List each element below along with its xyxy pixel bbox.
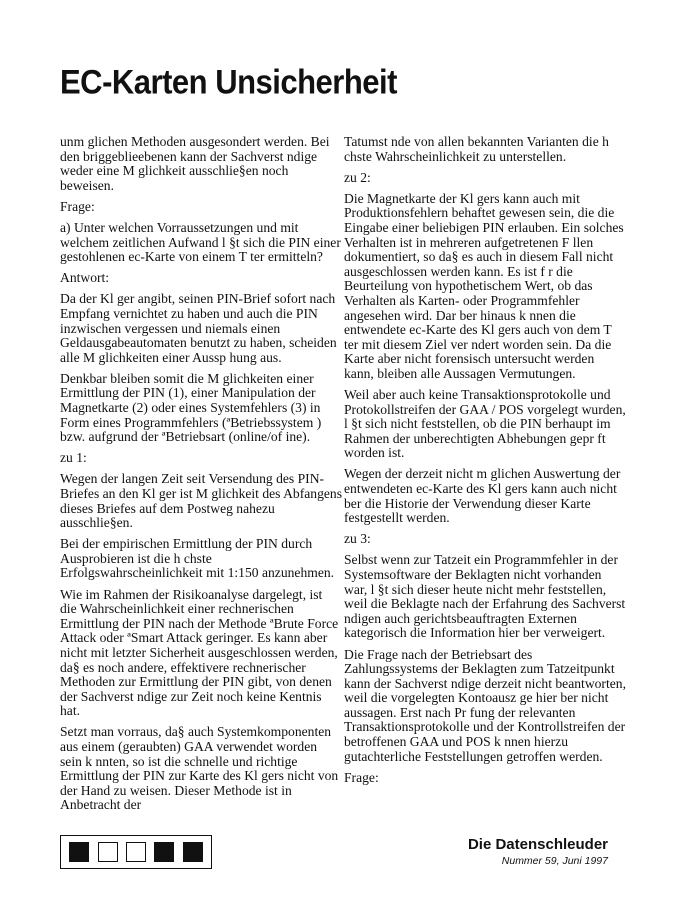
footer-box bbox=[126, 842, 146, 862]
paragraph: Weil aber auch keine Transaktionsprotokolle und Protokollstreifen der GAA / POS vorgelegt wurden, l §t sich nicht feststellen, ob die PIN berhaupt im Rahmen der unberechtigten Abhebungen gepr ft worden ist. bbox=[344, 387, 626, 461]
paragraph: Die Magnetkarte der Kl gers kann auch mit Produktionsfehlern behaftet gewesen sein, die die Eingabe einer beliebigen PIN erlauben. Ein solches Verhalten ist in mehreren aufgetretenen F llen dokumentiert, so da§ es auch in diesem Fall nicht ausgeschlossen werden kann. Es ist f r die Beurteilung von hypothetischem Wert, ob das Verhalten als Karten- oder Programmfehler angesehen wird. Dar ber hinaus k nnen die entwendete ec-Karte des Kl gers auch von dem T ter mit diesem Ziel ver ndert worden sein. Da die Karte aber nicht forensisch untersucht werden kann, bleiben alle Aussagen Vermutungen. bbox=[344, 190, 624, 381]
paragraph: Wegen der derzeit nicht m glichen Auswertung der entwendeten ec-Karte des Kl gers kann auch nicht ber die Historie der Verwendung dieser Karte festgestellt werden. bbox=[344, 466, 621, 526]
paragraph: Frage: bbox=[344, 769, 379, 785]
paragraph: Die Frage nach der Betriebsart des Zahlungssystems der Beklagten zum Tatzeitpunkt kann der Sachverst ndige derzeit nicht beantworten, weil die vorgelegten Kontoausz ge hier ber nicht aussagen. Erst nach Pr fung der relevanten Transaktionsprotokolle und der Kontrollstreifen der betroffenen GAA und POS k nnen hierzu gutachterliche Feststellungen getroffen werden. bbox=[344, 646, 626, 764]
page-title: EC-Karten Unsicherheit bbox=[60, 62, 397, 102]
magazine-footer bbox=[468, 836, 608, 868]
paragraph: Selbst wenn zur Tatzeit ein Programmfehler in der Systemsoftware der Beklagten nicht vorhanden war, l §t sich dieser heute nicht mehr feststellen, weil die Beklagte nach der Erfahrung des Sachverst ndigen auch gerichtsbeauftragten Externen kategorisch die Information hier ber verweigert. bbox=[344, 552, 626, 641]
paragraph: unm glichen Methoden ausgesondert werden. Bei den briggeblieebenen kann der Sachverst ndige weder eine M glichkeit ausschlie§en noch beweisen. bbox=[60, 134, 330, 193]
paragraph: Setzt man vorraus, da§ auch Systemkomponenten aus einem (geraubten) GAA verwendet worden sein k nnten, so ist die schnelle und richtige Ermittlung der PIN zur Karte des Kl gers nicht von der Hand zu weisen. Dieser Methode ist in Anbetracht der bbox=[60, 724, 339, 813]
footer-box-strip bbox=[60, 835, 212, 869]
footer-box bbox=[69, 842, 89, 862]
right-column bbox=[344, 135, 626, 792]
paragraph: Antwort: bbox=[60, 270, 110, 286]
paragraph: Denkbar bleiben somit die M glichkeiten einer Ermittlung der PIN (1), einer Manipulation der Magnetkarte (2) oder eines Systemfehlers (3) in Form eines Programmfehlers (ªBetriebssystem ) bzw. aufgrund der ªBetriebsart (online/of ine). bbox=[60, 370, 322, 445]
paragraph: zu 2: bbox=[344, 169, 371, 185]
left-column bbox=[60, 135, 342, 819]
footer-box bbox=[183, 842, 203, 862]
paragraph: zu 1: bbox=[60, 450, 87, 466]
paragraph: Wie im Rahmen der Risikoanalyse dargelegt, ist die Wahrscheinlichkeit einer rechnerischen Ermittlung der PIN nach der Methode ªBrute Force Attack oder ªSmart Attack geringer. Es kann aber nicht mit letzter Sicherheit ausgeschlossen werden, da§ es noch andere, effektivere rechnerischer Methoden zur Ermittlung der PIN gibt, von denen der Sachverst ndige zur Zeit noch keine Kentnis hat. bbox=[60, 586, 339, 719]
paragraph: a) Unter welchen Vorraussetzungen und mit welchem zeitlichen Aufwand l §t sich die PIN einer gestohlenen ec-Karte von einem T ter ermitteln? bbox=[60, 219, 341, 265]
paragraph: zu 3: bbox=[344, 531, 371, 547]
paragraph: Wegen der langen Zeit seit Versendung des PIN-Briefes an den Kl ger ist M glichkeit des Abfangens dieses Briefes auf dem Postweg nahezu ausschlie§en. bbox=[60, 471, 343, 531]
paragraph: Frage: bbox=[60, 198, 95, 214]
paragraph: Bei der empirischen Ermittlung der PIN durch Ausprobieren ist die h chste Erfolgswahrscheinlichkeit mit 1:150 anzunehmen. bbox=[60, 536, 335, 581]
footer-box bbox=[154, 842, 174, 862]
magazine-name: Die Datenschleuder bbox=[467, 836, 608, 853]
issue-info: Nummer 59, Juni 1997 bbox=[501, 855, 608, 867]
footer-box bbox=[98, 842, 118, 862]
paragraph: Tatumst nde von allen bekannten Varianten die h chste Wahrscheinlichkeit zu unterstellen. bbox=[344, 134, 609, 164]
paragraph: Da der Kl ger angibt, seinen PIN-Brief sofort nach Empfang vernichtet zu haben und auch die PIN inzwischen vergessen und niemals einen Geldausgabeautomaten benutzt zu haben, scheiden alle M glichkeiten einer Aussp hung aus. bbox=[60, 291, 337, 365]
